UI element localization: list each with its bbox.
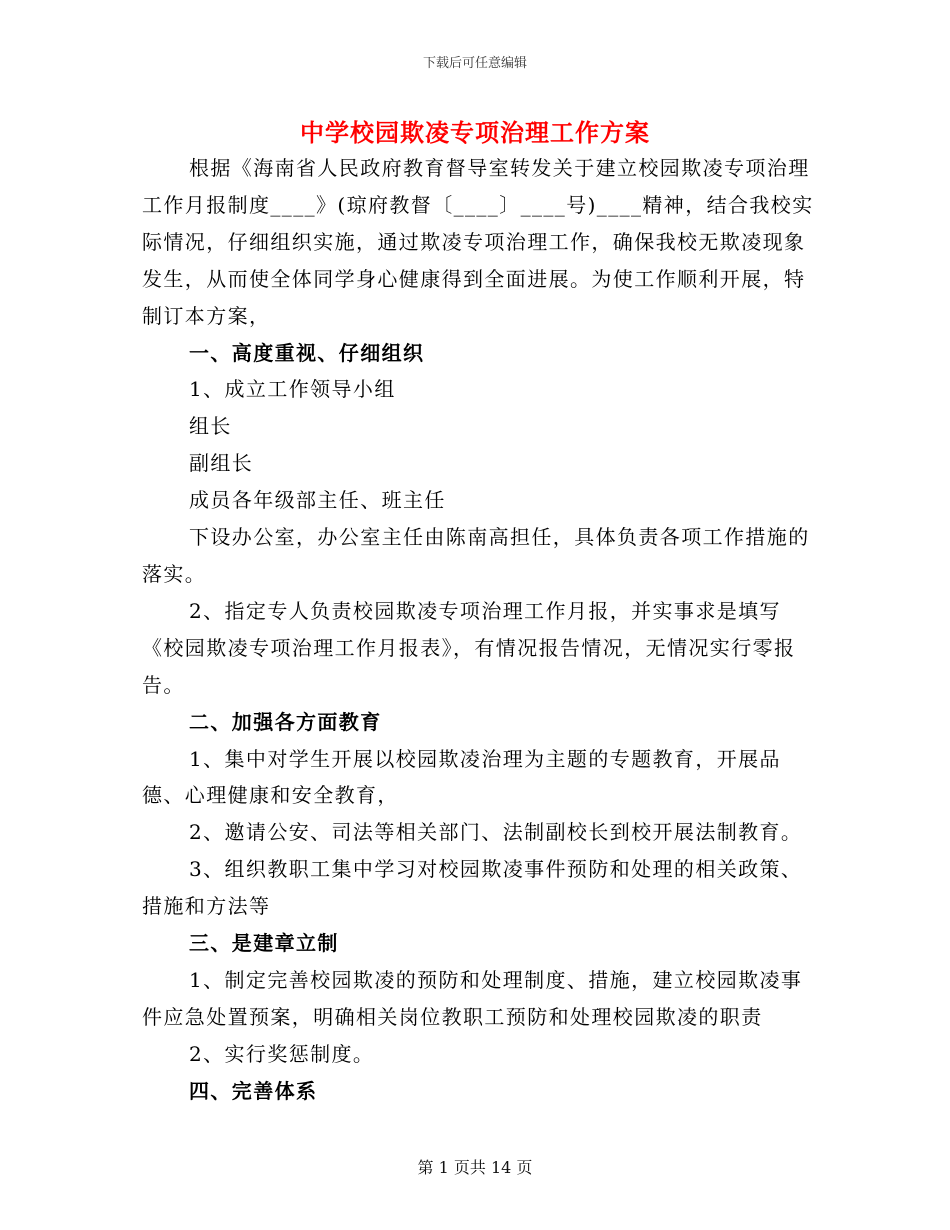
page-footer: 第 1 页共 14 页 xyxy=(417,1158,533,1177)
body-paragraph: 1、集中对学生开展以校园欺凌治理为主题的专题教育，开展品德、心理健康和安全教育， xyxy=(142,746,781,808)
intro-paragraph: 根据《海南省人民政府教育督导室转发关于建立校园欺凌专项治理工作月报制度____》(琼府教督〔____〕____号)____精神，结合我校实际情况，仔细组织实施，通过欺凌专项治理工作，确保我校无欺凌现象发生，从而使全体同学身心健康得到全面进展。为使工作顺利开展，特制订本方案， xyxy=(142,156,814,328)
document-body xyxy=(142,150,814,1110)
body-paragraph: 1、制定完善校园欺凌的预防和处理制度、措施，建立校园欺凌事件应急处置预案，明确相关岗位教职工预防和处理校园欺凌的职责 xyxy=(142,967,803,1029)
body-paragraph: 3、组织教职工集中学习对校园欺凌事件预防和处理的相关政策、措施和方法等 xyxy=(142,857,803,919)
body-paragraph: 1、成立工作领导小组 xyxy=(189,377,396,402)
body-paragraph: 组长 xyxy=(189,414,232,439)
document-title: 中学校园欺凌专项治理工作方案 xyxy=(300,118,650,147)
body-paragraph: 成员各年级部主任、班主任 xyxy=(189,488,446,513)
body-paragraph: 下设办公室，办公室主任由陈南高担任，具体负责各项工作措施的落实。 xyxy=(142,525,810,586)
section-heading-2: 二、加强各方面教育 xyxy=(189,709,382,734)
body-paragraph: 2、实行奖惩制度。 xyxy=(189,1041,375,1066)
section-heading-4: 四、完善体系 xyxy=(189,1078,318,1103)
section-heading-3: 三、是建章立制 xyxy=(189,931,339,956)
body-paragraph: 副组长 xyxy=(189,451,254,476)
section-heading-1: 一、高度重视、仔细组织 xyxy=(189,340,425,365)
body-paragraph: 2、指定专人负责校园欺凌专项治理工作月报，并实事求是填写《校园欺凌专项治理工作月报表》，有情况报告情况，无情况实行零报告。 xyxy=(142,598,796,697)
body-paragraph: 2、邀请公安、司法等相关部门、法制副校长到校开展法制教育。 xyxy=(189,820,803,845)
page-header-note: 下载后可任意编辑 xyxy=(422,56,527,71)
